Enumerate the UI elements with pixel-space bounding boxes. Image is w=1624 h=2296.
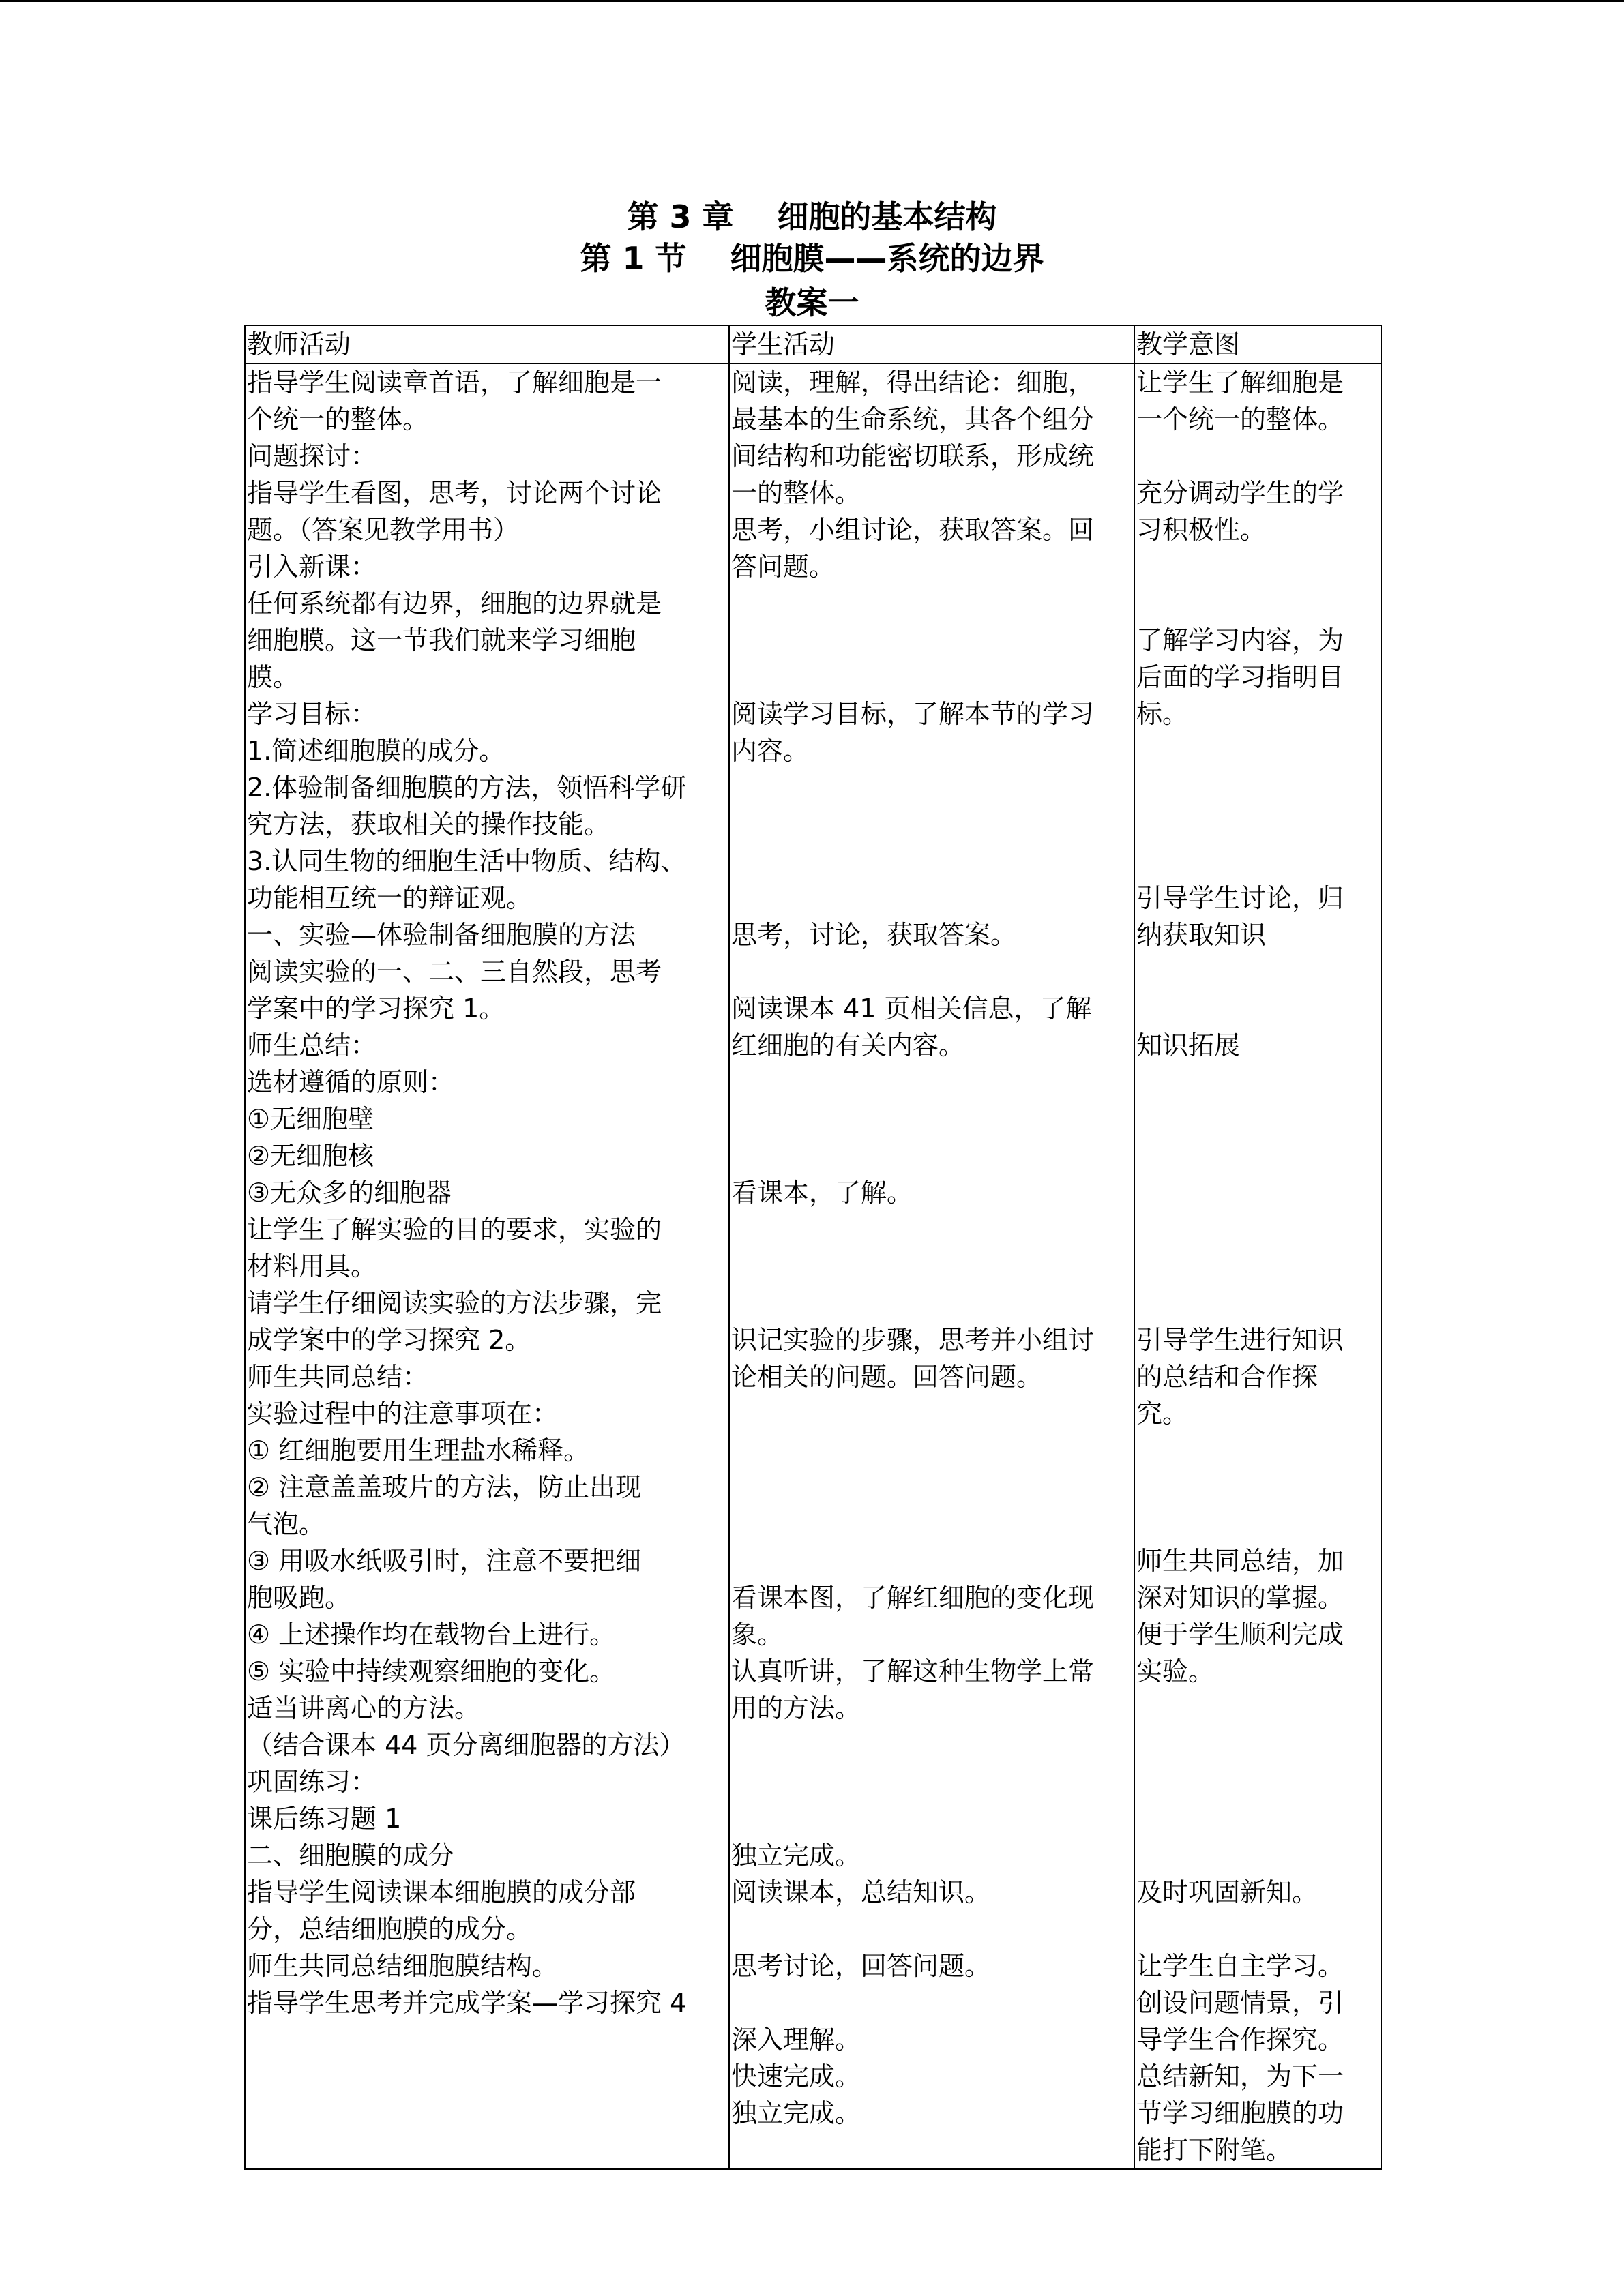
teacher-activity-line: 膜。 bbox=[247, 662, 299, 692]
teaching-intent-spacer bbox=[1136, 1174, 1379, 1211]
teaching-intent-line: 创设问题情景，引 bbox=[1136, 1988, 1344, 2018]
student-activity-line: 阅读课本 41 页相关信息，了解 bbox=[731, 994, 1092, 1024]
student-activity-line: 独立完成。 bbox=[731, 1840, 861, 1870]
teacher-activity-line: ③无众多的细胞器 bbox=[247, 1178, 452, 1208]
teaching-intent-spacer bbox=[1136, 1248, 1379, 1285]
student-activity-line: 阅读学习目标，了解本节的学习 bbox=[731, 699, 1095, 729]
student-activity-spacer bbox=[731, 1727, 1132, 1763]
teacher-activity-line: 气泡。 bbox=[247, 1509, 325, 1539]
student-activity-spacer bbox=[731, 1911, 1132, 1948]
lesson-plan-table bbox=[244, 325, 1382, 2170]
student-activity-spacer bbox=[731, 1285, 1132, 1322]
table-header-row bbox=[245, 325, 1381, 363]
student-activity-line: 思考，小组讨论，获取答案。回 bbox=[731, 515, 1095, 545]
teacher-activity-line: 材料用具。 bbox=[247, 1251, 377, 1281]
student-activity-spacer bbox=[731, 769, 1132, 806]
teacher-activity-line: 究方法，获取相关的操作技能。 bbox=[247, 809, 610, 839]
teaching-intent-line: 了解学习内容，为 bbox=[1136, 625, 1344, 655]
student-activity-spacer bbox=[731, 1984, 1132, 2021]
teacher-activity-cell bbox=[245, 363, 729, 2169]
teaching-intent-spacer bbox=[1136, 1800, 1379, 1837]
teacher-activity-line: 选材遵循的原则： bbox=[247, 1067, 455, 1097]
teacher-activity-line: 细胞膜。这一节我们就来学习细胞 bbox=[247, 625, 636, 655]
teaching-intent-spacer bbox=[1136, 1763, 1379, 1800]
teaching-intent-spacer bbox=[1136, 769, 1379, 806]
student-activity-spacer bbox=[731, 1064, 1132, 1101]
teacher-activity-line: 师生共同总结： bbox=[247, 1362, 429, 1392]
teaching-intent-spacer bbox=[1136, 1211, 1379, 1248]
teaching-intent-spacer bbox=[1136, 1101, 1379, 1137]
teaching-intent-line: 引导学生进行知识 bbox=[1136, 1325, 1344, 1355]
student-activity-spacer bbox=[731, 659, 1132, 696]
teaching-intent-line: 标。 bbox=[1136, 699, 1189, 729]
teaching-intent-line: 后面的学习指明目 bbox=[1136, 662, 1344, 692]
student-activity-spacer bbox=[731, 880, 1132, 916]
teaching-intent-line: 能打下附笔。 bbox=[1136, 2135, 1293, 2165]
teaching-intent-line: 深对知识的掌握。 bbox=[1136, 1583, 1344, 1613]
header-teaching-intent: 教学意图 bbox=[1134, 325, 1381, 363]
teaching-intent-line: 引导学生讨论，归 bbox=[1136, 883, 1344, 913]
student-activity-spacer bbox=[731, 1248, 1132, 1285]
teacher-activity-line: 学案中的学习探究 1。 bbox=[247, 994, 505, 1024]
student-activity-line: 认真听讲，了解这种生物学上常 bbox=[731, 1656, 1095, 1686]
teacher-activity-line: 指导学生思考并完成学案—学习探究 4 bbox=[247, 1988, 687, 2018]
table-body-row bbox=[245, 363, 1381, 2169]
student-activity-spacer bbox=[731, 1137, 1132, 1174]
teacher-activity-line: 成学案中的学习探究 2。 bbox=[247, 1325, 531, 1355]
teacher-activity-line: 师生总结： bbox=[247, 1030, 377, 1060]
teaching-intent-spacer bbox=[1136, 732, 1379, 769]
teacher-activity-line: 适当讲离心的方法。 bbox=[247, 1693, 481, 1723]
teaching-intent-line: 知识拓展 bbox=[1136, 1030, 1241, 1060]
student-activity-spacer bbox=[731, 1395, 1132, 1432]
teaching-intent-spacer bbox=[1136, 548, 1379, 585]
teaching-intent-line: 究。 bbox=[1136, 1399, 1189, 1429]
teaching-intent-spacer bbox=[1136, 1506, 1379, 1542]
student-activity-spacer bbox=[731, 1432, 1132, 1469]
teacher-activity-line: 指导学生阅读章首语，了解细胞是一 bbox=[247, 368, 662, 398]
teaching-intent-spacer bbox=[1136, 1727, 1379, 1763]
teaching-intent-spacer bbox=[1136, 1285, 1379, 1322]
header-teacher-activity: 教师活动 bbox=[245, 325, 729, 363]
teacher-activity-line: 胞吸跑。 bbox=[247, 1583, 351, 1613]
student-activity-spacer bbox=[731, 1101, 1132, 1137]
teaching-intent-spacer bbox=[1136, 1837, 1379, 1874]
student-activity-line: 用的方法。 bbox=[731, 1693, 861, 1723]
teaching-intent-line: 便于学生顺利完成 bbox=[1136, 1620, 1344, 1650]
page-top-border bbox=[0, 0, 1624, 2]
teacher-activity-line: 请学生仔细阅读实验的方法步骤，完 bbox=[247, 1288, 662, 1318]
teacher-activity-line: 师生共同总结细胞膜结构。 bbox=[247, 1951, 559, 1981]
student-activity-line: 阅读，理解，得出结论：细胞， bbox=[731, 368, 1095, 398]
teacher-activity-line: ⑤ 实验中持续观察细胞的变化。 bbox=[247, 1656, 616, 1686]
teacher-activity-line: 让学生了解实验的目的要求，实验的 bbox=[247, 1214, 662, 1244]
teacher-activity-line: 学习目标： bbox=[247, 699, 377, 729]
student-activity-spacer bbox=[731, 1542, 1132, 1579]
student-activity-line: 深入理解。 bbox=[731, 2025, 861, 2055]
teacher-activity-line: （结合课本 44 页分离细胞器的方法） bbox=[247, 1730, 685, 1760]
student-activity-spacer bbox=[731, 1763, 1132, 1800]
student-activity-spacer bbox=[731, 622, 1132, 659]
student-activity-line: 识记实验的步骤，思考并小组讨 bbox=[731, 1325, 1095, 1355]
teaching-intent-line: 师生共同总结，加 bbox=[1136, 1546, 1344, 1576]
teaching-intent-line: 节学习细胞膜的功 bbox=[1136, 2098, 1344, 2128]
teacher-activity-line: ② 注意盖盖玻片的方法，防止出现 bbox=[247, 1472, 642, 1502]
teacher-activity-line: ③ 用吸水纸吸引时，注意不要把细 bbox=[247, 1546, 642, 1576]
student-activity-line: 最基本的生命系统，其各个组分 bbox=[731, 404, 1095, 434]
student-activity-line: 答问题。 bbox=[731, 552, 836, 582]
teaching-intent-spacer bbox=[1136, 843, 1379, 880]
section-title: 第 1 节 细胞膜——系统的边界 bbox=[580, 240, 1044, 277]
teacher-activity-line: 功能相互统一的辩证观。 bbox=[247, 883, 533, 913]
teacher-activity-line: ① 红细胞要用生理盐水稀释。 bbox=[247, 1435, 590, 1465]
teacher-activity-line: 题。（答案见教学用书） bbox=[247, 515, 520, 545]
student-activity-spacer bbox=[731, 843, 1132, 880]
teaching-intent-spacer bbox=[1136, 438, 1379, 475]
student-activity-spacer bbox=[731, 1211, 1132, 1248]
student-activity-cell bbox=[729, 363, 1134, 2169]
plan-title: 教案一 bbox=[765, 284, 859, 321]
student-activity-spacer bbox=[731, 806, 1132, 843]
teaching-intent-line: 让学生了解细胞是 bbox=[1136, 368, 1344, 398]
teacher-activity-line: 个统一的整体。 bbox=[247, 404, 429, 434]
teacher-activity-line: 2.体验制备细胞膜的方法，领悟科学研 bbox=[247, 773, 687, 803]
teacher-activity-line: 巩固练习： bbox=[247, 1767, 377, 1797]
teaching-intent-line: 及时巩固新知。 bbox=[1136, 1877, 1318, 1907]
teaching-intent-spacer bbox=[1136, 1469, 1379, 1506]
student-activity-line: 看课本图，了解红细胞的变化现 bbox=[731, 1583, 1095, 1613]
student-activity-spacer bbox=[731, 1469, 1132, 1506]
student-activity-spacer bbox=[731, 585, 1132, 622]
teaching-intent-spacer bbox=[1136, 1690, 1379, 1727]
teaching-intent-spacer bbox=[1136, 1137, 1379, 1174]
teaching-intent-spacer bbox=[1136, 1911, 1379, 1948]
student-activity-line: 快速完成。 bbox=[731, 2061, 861, 2091]
student-activity-line: 论相关的问题。回答问题。 bbox=[731, 1362, 1043, 1392]
chapter-title: 第 3 章 细胞的基本结构 bbox=[627, 198, 997, 235]
teacher-activity-line: ②无细胞核 bbox=[247, 1141, 374, 1171]
teaching-intent-spacer bbox=[1136, 585, 1379, 622]
student-activity-line: 红细胞的有关内容。 bbox=[731, 1030, 965, 1060]
student-activity-line: 阅读课本，总结知识。 bbox=[731, 1877, 991, 1907]
teacher-activity-line: 一、实验—体验制备细胞膜的方法 bbox=[247, 920, 636, 950]
teacher-activity-line: 引入新课： bbox=[247, 552, 377, 582]
teaching-intent-line: 总结新知，为下一 bbox=[1136, 2061, 1344, 2091]
teaching-intent-spacer bbox=[1136, 806, 1379, 843]
teaching-intent-line: 习积极性。 bbox=[1136, 515, 1267, 545]
teaching-intent-spacer bbox=[1136, 1432, 1379, 1469]
student-activity-spacer bbox=[731, 1800, 1132, 1837]
student-activity-line: 一的整体。 bbox=[731, 478, 861, 508]
teacher-activity-line: 指导学生看图，思考，讨论两个讨论 bbox=[247, 478, 662, 508]
teaching-intent-line: 的总结和合作探 bbox=[1136, 1362, 1318, 1392]
teaching-intent-line: 一个统一的整体。 bbox=[1136, 404, 1344, 434]
student-activity-line: 间结构和功能密切联系，形成统 bbox=[731, 441, 1095, 471]
teacher-activity-line: 3.认同生物的细胞生活中物质、结构、 bbox=[247, 846, 687, 876]
teacher-activity-line: 课后练习题 1 bbox=[247, 1804, 402, 1834]
teaching-intent-line: 充分调动学生的学 bbox=[1136, 478, 1344, 508]
student-activity-line: 思考，讨论，获取答案。 bbox=[731, 920, 1017, 950]
teacher-activity-line: ④ 上述操作均在载物台上进行。 bbox=[247, 1620, 616, 1650]
teaching-intent-line: 导学生合作探究。 bbox=[1136, 2025, 1344, 2055]
teaching-intent-cell bbox=[1134, 363, 1381, 2169]
teacher-activity-line: 问题探讨： bbox=[247, 441, 377, 471]
student-activity-line: 看课本，了解。 bbox=[731, 1178, 913, 1208]
teacher-activity-line: ①无细胞壁 bbox=[247, 1104, 374, 1134]
student-activity-line: 独立完成。 bbox=[731, 2098, 861, 2128]
teaching-intent-line: 纳获取知识 bbox=[1136, 920, 1267, 950]
student-activity-line: 象。 bbox=[731, 1620, 784, 1650]
teacher-activity-line: 实验过程中的注意事项在： bbox=[247, 1399, 559, 1429]
teacher-activity-line: 二、细胞膜的成分 bbox=[247, 1840, 455, 1870]
student-activity-line: 思考讨论，回答问题。 bbox=[731, 1951, 991, 1981]
student-activity-spacer bbox=[731, 953, 1132, 990]
teaching-intent-spacer bbox=[1136, 990, 1379, 1027]
teaching-intent-spacer bbox=[1136, 1064, 1379, 1101]
header-student-activity: 学生活动 bbox=[729, 325, 1134, 363]
teaching-intent-spacer bbox=[1136, 953, 1379, 990]
student-activity-line: 内容。 bbox=[731, 736, 810, 766]
teacher-activity-line: 阅读实验的一、二、三自然段，思考 bbox=[247, 957, 662, 987]
teaching-intent-line: 让学生自主学习。 bbox=[1136, 1951, 1344, 1981]
teacher-activity-line: 分，总结细胞膜的成分。 bbox=[247, 1914, 533, 1944]
teacher-activity-line: 1.简述细胞膜的成分。 bbox=[247, 736, 505, 766]
student-activity-spacer bbox=[731, 1506, 1132, 1542]
teacher-activity-line: 任何系统都有边界，细胞的边界就是 bbox=[247, 588, 662, 618]
teaching-intent-line: 实验。 bbox=[1136, 1656, 1215, 1686]
teacher-activity-line: 指导学生阅读课本细胞膜的成分部 bbox=[247, 1877, 636, 1907]
